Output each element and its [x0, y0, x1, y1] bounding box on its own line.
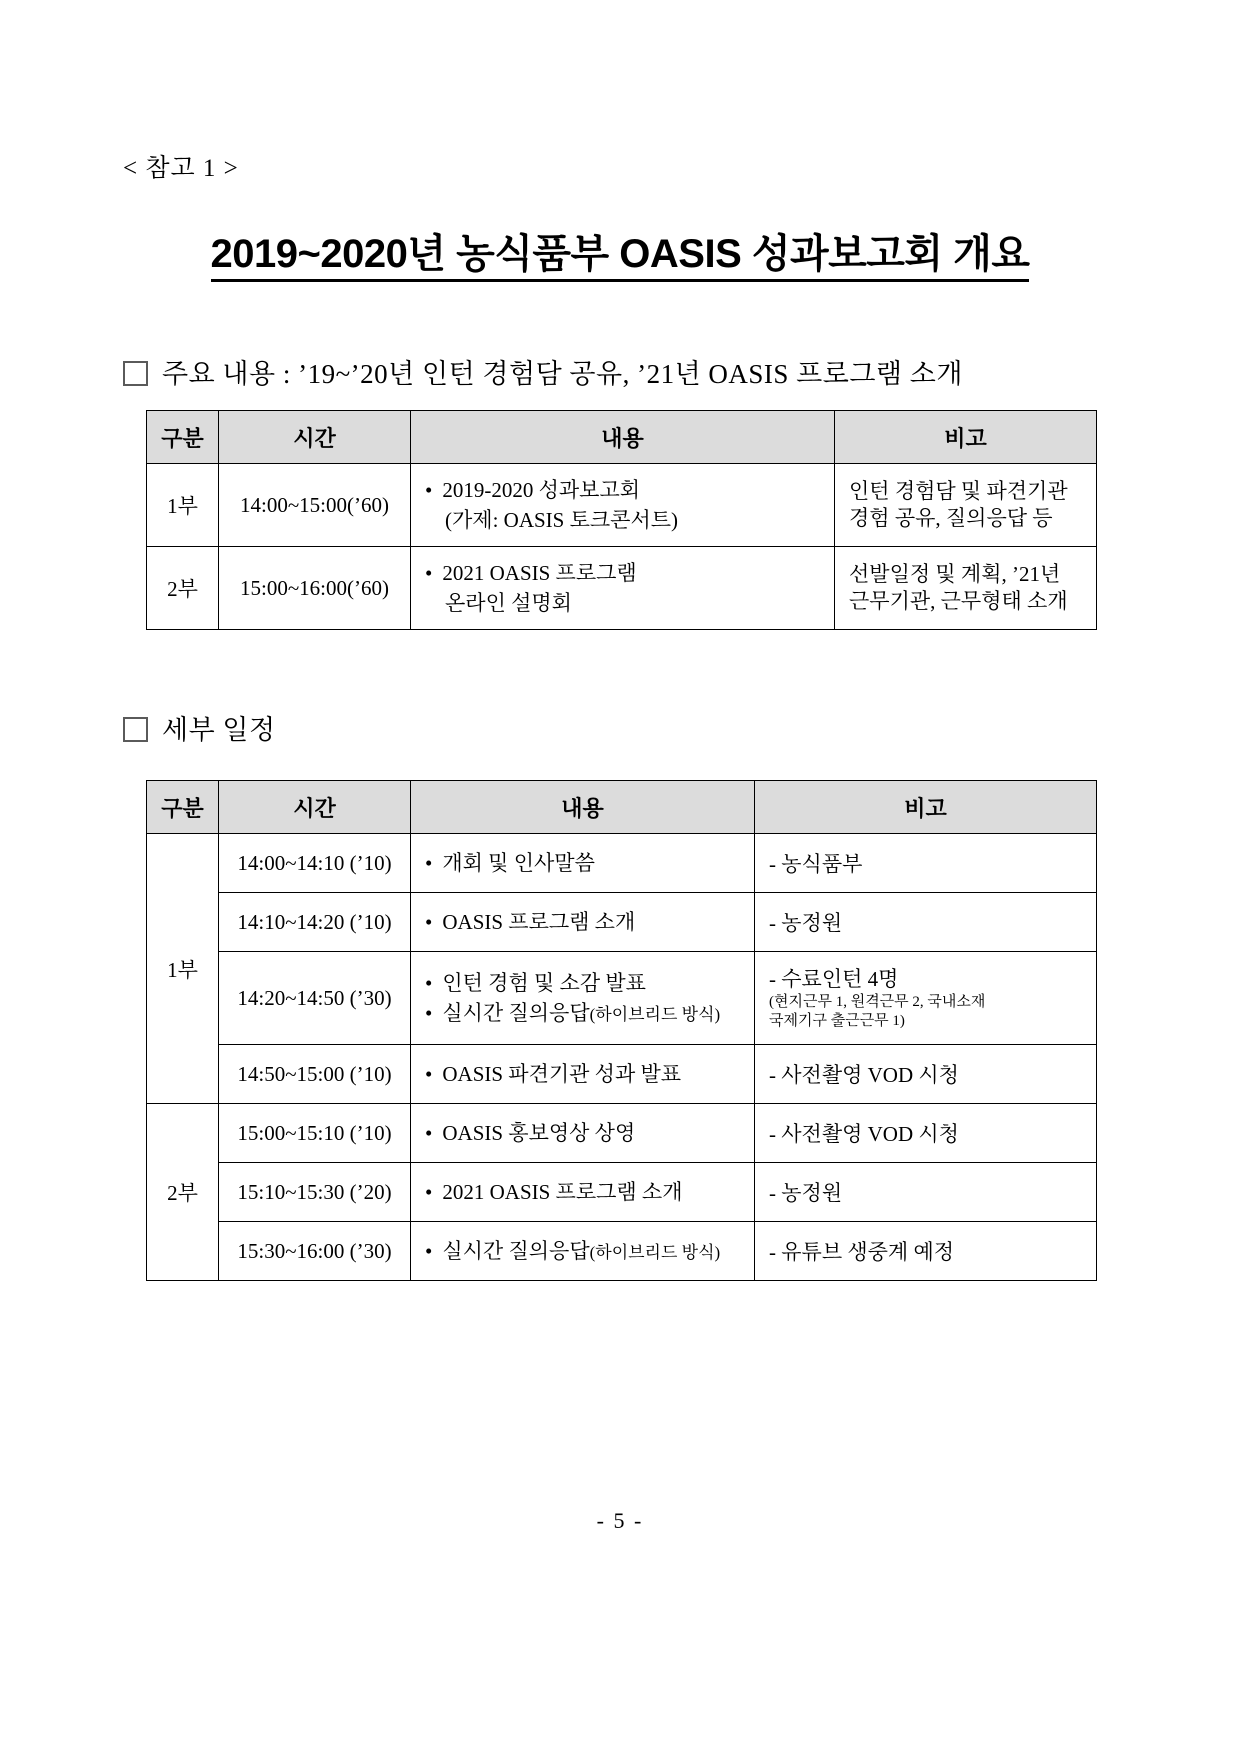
cell-time: 15:00~16:00(’60) — [219, 547, 411, 630]
cell-content-text: OASIS 홍보영상 상영 — [442, 1120, 636, 1145]
cell-note — [835, 464, 1097, 547]
bullet-icon: • — [425, 1179, 433, 1204]
section-heading-detail — [123, 708, 276, 747]
cell-part-group2: 2부 — [147, 1104, 219, 1281]
cell-time: 15:30~16:00 (’30) — [219, 1222, 411, 1281]
checkbox-icon — [123, 717, 148, 742]
cell-note-text: - 사전촬영 VOD 시청 — [769, 1063, 959, 1087]
cell-note — [755, 893, 1097, 952]
column-header-time: 시간 — [219, 781, 411, 834]
cell-content-text: 개회 및 인사말씀 — [442, 850, 595, 875]
table-row — [147, 1045, 1097, 1104]
bullet-icon: • — [425, 1238, 433, 1263]
table-row — [147, 547, 1097, 630]
cell-content-line2: 실시간 질의응답 — [442, 1001, 590, 1025]
checkbox-icon — [123, 361, 148, 386]
cell-part-group1: 1부 — [147, 834, 219, 1104]
cell-time: 14:20~14:50 (’30) — [219, 952, 411, 1045]
bullet-icon: • — [425, 1120, 433, 1145]
bullet-icon: • — [425, 970, 433, 995]
cell-note — [755, 952, 1097, 1045]
detail-schedule-table — [146, 780, 1097, 1281]
column-header-part: 구분 — [147, 411, 219, 464]
cell-content — [411, 464, 835, 547]
overview-table — [146, 410, 1097, 630]
table-header-row — [147, 781, 1097, 834]
cell-note-line2: (현지근무 1, 원격근무 2, 국내소재 — [769, 993, 986, 1010]
table-row — [147, 464, 1097, 547]
column-header-content: 내용 — [411, 781, 755, 834]
cell-note-text: - 농정원 — [769, 911, 843, 935]
bullet-icon: • — [425, 1061, 433, 1086]
cell-content — [411, 1104, 755, 1163]
cell-content — [411, 893, 755, 952]
cell-note-text: - 유튜브 생중계 예정 — [769, 1240, 955, 1264]
cell-content — [411, 1045, 755, 1104]
cell-part: 1부 — [147, 464, 219, 547]
column-header-note: 비고 — [755, 781, 1097, 834]
table-header-row — [147, 411, 1097, 464]
bullet-icon: • — [425, 909, 433, 934]
page-number: - 5 - — [596, 1508, 644, 1533]
bullet-icon: • — [425, 477, 433, 502]
section-heading-overview — [123, 352, 963, 391]
cell-content-line1: 2021 OASIS 프로그램 — [442, 560, 637, 585]
cell-content — [411, 1163, 755, 1222]
bullet-icon: • — [425, 850, 433, 875]
section-detail-label: 세부 일정 — [162, 715, 276, 745]
cell-content-line2: (가제: OASIS 토크콘서트) — [445, 508, 679, 533]
cell-note — [755, 1163, 1097, 1222]
cell-content-text-note: (하이브리드 방식) — [589, 1242, 721, 1262]
cell-part: 2부 — [147, 547, 219, 630]
cell-note — [755, 1045, 1097, 1104]
cell-note-text: - 사전촬영 VOD 시청 — [769, 1122, 959, 1146]
section-overview-label: 주요 내용 : ’19~’20년 인턴 경험담 공유, ’21년 OASIS 프로그램 소개 — [162, 359, 963, 389]
cell-note-text: - 농식품부 — [769, 852, 863, 876]
cell-content-line1: 2019-2020 성과보고회 — [442, 477, 641, 502]
cell-note-line1: 인턴 경험담 및 파견기관 — [849, 478, 1068, 503]
cell-time: 14:00~15:00(’60) — [219, 464, 411, 547]
cell-time: 15:00~15:10 (’10) — [219, 1104, 411, 1163]
cell-note-line1: 선발일정 및 계획, ’21년 — [849, 561, 1061, 586]
cell-content-line1: 인턴 경험 및 소감 발표 — [442, 970, 646, 995]
cell-content-text: 2021 OASIS 프로그램 소개 — [442, 1179, 683, 1204]
cell-content-line2-note: (하이브리드 방식) — [589, 1005, 721, 1024]
table-row — [147, 1222, 1097, 1281]
cell-content — [411, 1222, 755, 1281]
cell-time: 14:00~14:10 (’10) — [219, 834, 411, 893]
cell-note-line3: 국제기구 출근근무 1) — [769, 1012, 905, 1029]
cell-content-text: OASIS 프로그램 소개 — [442, 909, 636, 934]
cell-note — [755, 1104, 1097, 1163]
column-header-content: 내용 — [411, 411, 835, 464]
bullet-icon: • — [425, 560, 433, 585]
column-header-time: 시간 — [219, 411, 411, 464]
cell-content-text: OASIS 파견기관 성과 발표 — [442, 1061, 682, 1086]
bullet-icon: • — [425, 1001, 433, 1025]
cell-note-line2: 근무기관, 근무형태 소개 — [849, 589, 1068, 613]
cell-note — [755, 834, 1097, 893]
table-row — [147, 1104, 1097, 1163]
cell-time: 14:10~14:20 (’10) — [219, 893, 411, 952]
cell-time: 15:10~15:30 (’20) — [219, 1163, 411, 1222]
cell-content — [411, 834, 755, 893]
page-title — [0, 222, 1240, 279]
cell-content — [411, 547, 835, 630]
cell-content-line2: 온라인 설명회 — [445, 591, 572, 616]
column-header-note: 비고 — [835, 411, 1097, 464]
cell-note-line2: 경험 공유, 질의응답 등 — [849, 506, 1053, 530]
cell-note-line1: - 수료인턴 4명 — [769, 966, 899, 991]
table-row — [147, 952, 1097, 1045]
cell-time: 14:50~15:00 (’10) — [219, 1045, 411, 1104]
column-header-part: 구분 — [147, 781, 219, 834]
cell-content-text: 실시간 질의응답 — [442, 1238, 590, 1263]
cell-note-text: - 농정원 — [769, 1181, 843, 1205]
reference-tag: < 참고 1 > — [123, 155, 239, 182]
page-title-text: 2019~2020년 농식품부 OASIS 성과보고회 개요 — [211, 232, 1030, 282]
cell-content — [411, 952, 755, 1045]
table-row — [147, 1163, 1097, 1222]
cell-note — [835, 547, 1097, 630]
table-row — [147, 893, 1097, 952]
cell-note — [755, 1222, 1097, 1281]
table-row — [147, 834, 1097, 893]
